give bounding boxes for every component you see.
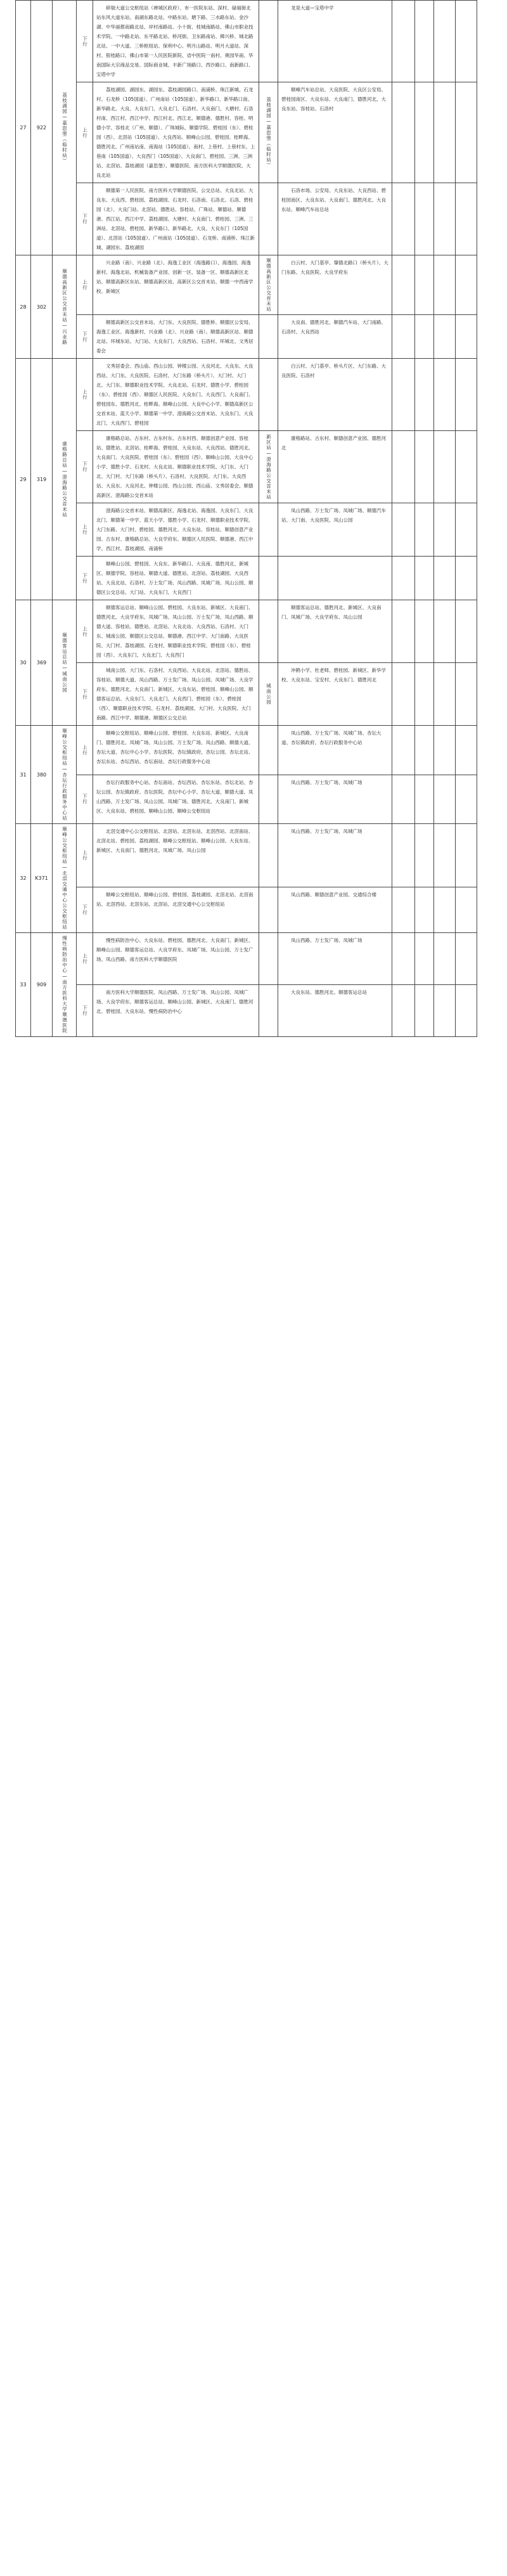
line-number: 922: [31, 1, 53, 255]
hub-label: [259, 600, 278, 663]
empty-cell: [434, 1, 456, 82]
endpoint-text: 大良东站、德胜河北、顺德客运总站: [278, 984, 392, 1036]
line-number: 909: [31, 933, 53, 1037]
empty-cell: [456, 359, 477, 431]
endpoint-text: 凤山西路、顺德创意产业园、交通综合楼: [278, 887, 392, 932]
empty-cell: [392, 775, 415, 824]
stops-text: 南方医科大学顺德医院、凤山西路、万士发广场、凤山公园、凤城广场、大良学府东、顺德客运总站、顺峰山公园、新城区、大良南门、德胜河北、碧桂园、大良东站、慢性病防治中心: [93, 984, 259, 1036]
direction: 下行: [77, 1, 93, 82]
direction: 下行: [77, 431, 93, 503]
empty-cell: [456, 887, 477, 932]
direction: 上行: [77, 933, 93, 985]
endpoint-text: 顺峰汽车站总站、大良医院、大良区公安局、碧桂园南区、大良东站、大良南门、德胜河北、大良东站、容桂站、石洛村: [278, 82, 392, 183]
table-row: [16, 503, 477, 557]
table-row: [16, 824, 477, 887]
empty-cell: [392, 984, 415, 1036]
empty-cell: [456, 775, 477, 824]
empty-cell: [392, 663, 415, 726]
endpoint-text: 凤山西路、万士发广场、凤城广场: [278, 775, 392, 824]
empty-cell: [434, 359, 456, 431]
route-number: 33: [16, 933, 31, 1037]
empty-cell: [415, 933, 434, 985]
route-number: 27: [16, 1, 31, 255]
stops-text: 顺德第一人民医院、南方医科大学顺德医院、公交总站、大良北站、大良东、大良西、碧桂园、荔枝湖园、石龙村、石洛南、石洛北、石洛、碧桂园（北）、大良门站、北滘站、德胜站、容桂站、广珠站、顺德站、顺德港、西江站、西江中学、荔枝湖园、大塘村、大良南门、碧桂园、三洲、三洲站、北滘站、碧桂园、新华路口、新华路北、大良、大良东门（105国道）、北滘站（105国道）、广州南站（105国道）、石龙桥、南浦桥、珠江新城、湖园东、荔枝湖园: [93, 183, 259, 255]
empty-cell: [434, 82, 456, 183]
direction: 上行: [77, 600, 93, 663]
line-name: 顺峰公交枢纽站—北滘交通中心公交枢纽站: [53, 824, 77, 933]
empty-cell: [434, 824, 456, 887]
direction: 上行: [77, 503, 93, 557]
empty-cell: [392, 824, 415, 887]
empty-cell: [434, 726, 456, 775]
empty-cell: [415, 984, 434, 1036]
line-name: 荔枝湖园—嘉思堡（临时站）: [53, 1, 77, 255]
stops-text: 文秀居委会、西山庙、西山公园、钟楼公园、大良河北、大良东、大良西站、大门东、大良医院、石洛村、大门东路（桥头片）、大门村、大门北、大门东、顺德职业技术学院、大良北站、石龙村、德胜小学、碧桂园（东）、碧桂园（西）、顺德区人民医院、大良东门、大良西门、大良南门、碧桂园东、德胜河北、桂畔海、顺峰山公园、大良中心小学、顺德高新区公交首末站、蓝天小学、顺德第一中学、澄海路公交首末站、大良东门、大良北门、大良西门、碧桂园: [93, 359, 259, 431]
stops-text: 康格路总站、古东村、古东村东、古东村西、顺德创意产业园、容桂站、德胜站、北滘站、桂畔海、碧桂园、大良东站、大良西站、德胜河北、大良南门、大良医院、碧桂园（东）、碧桂园（西）、顺峰山公园、大良中心小学、德胜小学、石龙村、大良北站、顺德职业技术学院、大门东、大门北、大门村、大门东路（桥头片）、石洛村、大良医院、大门东、大良西站、大良东、大良河北、钟楼公园、西山公园、西山庙、文秀居委会、顺德高新区、澄海路公交首末站: [93, 431, 259, 503]
hub-label: [259, 503, 278, 557]
empty-cell: [415, 431, 434, 503]
empty-cell: [434, 183, 456, 255]
empty-cell: [456, 1, 477, 82]
table-row: [16, 359, 477, 431]
direction: 上行: [77, 82, 93, 183]
hub-label: [259, 183, 278, 255]
hub-label: [259, 984, 278, 1036]
empty-cell: [392, 359, 415, 431]
line-name: 顺德客运总站—城南公园: [53, 600, 77, 726]
line-name: 慢性病防治中心—南方医科大学顺德医院: [53, 933, 77, 1037]
direction: 下行: [77, 775, 93, 824]
hub-label: [259, 775, 278, 824]
endpoint-text: 白云村、大门基亭、肇德北路口（桥头片）、大门东路、大良医院、大良学府东: [278, 255, 392, 315]
empty-cell: [392, 887, 415, 932]
endpoint-text: 冲鹤小学、杜老师、碧桂园、新城区、新华学校、大良东站、宝安村、大良东门、德胜河北: [278, 663, 392, 726]
endpoint-text: 顺德客运总站、德胜河北、新城区、大良南门、凤城广场、大良学府东、凤山公园: [278, 600, 392, 663]
empty-cell: [415, 663, 434, 726]
table-row: [16, 984, 477, 1036]
direction: 下行: [77, 984, 93, 1036]
stops-text: 顺峰公交枢纽站、顺峰山公园、碧桂园、荔枝湖园、北滘北站、北滘南站、北滘西站、北滘东站、北滘站、北滘交通中心公交枢纽站: [93, 887, 259, 932]
endpoint-text: 凤山西路、万士发广场、凤城广场: [278, 933, 392, 985]
empty-cell: [415, 359, 434, 431]
empty-cell: [392, 933, 415, 985]
hub-label: [259, 1, 278, 82]
stops-text: 兴业路（南）、兴业路（北）、海逸工业区（海逸路口）、海逸园、海逸新村、海逸北站、机械装备产业园、创新一区、装备一区、顺德高新区北站、顺德高新区东站、顺德高新区站、高新区公交首末站、顺德一中西南学校、新城区: [93, 255, 259, 315]
route-number: 31: [16, 726, 31, 824]
line-number: K371: [31, 824, 53, 933]
empty-cell: [415, 824, 434, 887]
direction: 上行: [77, 255, 93, 315]
empty-cell: [456, 984, 477, 1036]
empty-cell: [434, 984, 456, 1036]
hub-label: 新区站—澄海路公交首末站: [259, 431, 278, 503]
empty-cell: [415, 887, 434, 932]
empty-cell: [415, 726, 434, 775]
empty-cell: [415, 503, 434, 557]
route-number: 30: [16, 600, 31, 726]
endpoint-text: 凤山西路、万士发广场、凤城广场: [278, 824, 392, 887]
endpoint-text: 凤山西路、万士发广场、凤城广场、杏坛大道、杏坛镇政府、杏坛行政服务中心站: [278, 726, 392, 775]
table-row: [16, 600, 477, 663]
empty-cell: [415, 1, 434, 82]
stops-text: 碎瑞大道公交枢纽站（禅城区政府）、市一医院东站、深村、碌福街北站东风大道东站、南湖东路北站、中路东站、塘下路、三水路东站、金沙湖、中华丽都南路北站、岸村南路站、小十街、桂城南路站、佛山市职业技术学院、一中路北站、东平路北站、桥河街、卫东路南站、佛兴桥、城北路北站、一中大道、三桥枢纽站、保利中心、明月山路站、明月大道站、深村、银桂路口、佛山市第一人民医院新院、省中医院一南村、奥园华南、华南国际大宗商品交易、国际商业城、丰新广场路口、西沙路口、南新路口、宝塔中学: [93, 1, 259, 82]
empty-cell: [415, 255, 434, 315]
empty-cell: [434, 887, 456, 932]
empty-cell: [415, 183, 434, 255]
line-number: 369: [31, 600, 53, 726]
endpoint-text: 龙泉大道—宝塔中学: [278, 1, 392, 82]
empty-cell: [415, 315, 434, 359]
line-name: 康格路总站—澄海路公交首末站: [53, 359, 77, 600]
hub-label: [259, 933, 278, 985]
empty-cell: [456, 824, 477, 887]
table-row: [16, 775, 477, 824]
empty-cell: [415, 600, 434, 663]
empty-cell: [392, 183, 415, 255]
empty-cell: [456, 726, 477, 775]
hub-label: [259, 557, 278, 600]
empty-cell: [434, 663, 456, 726]
endpoint-text: 白云村、大门基亭、桥头片区、大门东路、大良医院、石洛村: [278, 359, 392, 431]
direction: 上行: [77, 824, 93, 887]
endpoint-text: 康格路站、古东村、顺德创意产业园、德胜河北: [278, 431, 392, 503]
hub-label: [259, 726, 278, 775]
empty-cell: [392, 315, 415, 359]
stops-text: 杏坛行政服务中心站、杏坛南站、杏坛西站、杏坛东站、杏坛北站、杏坛公园、杏坛镇政府、杏坛医院、杏坛中心小学、杏坛大道、顺德大道、凤山西路、万士发广场、凤山公园、凤城广场、德胜河北、大良南门、新城区、大良东站、碧桂园、顺峰山公园、顺峰公交枢纽站: [93, 775, 259, 824]
empty-cell: [456, 183, 477, 255]
table-row: [16, 315, 477, 359]
direction: 下行: [77, 183, 93, 255]
empty-cell: [392, 557, 415, 600]
direction: 下行: [77, 557, 93, 600]
empty-cell: [392, 600, 415, 663]
empty-cell: [456, 82, 477, 183]
stops-text: 顺德客运总站、顺峰山公园、碧桂园、大良东站、新城区、大良南门、德胜河北、大良学府东、凤城广场、凤山公园、万士发广场、凤山西路、顺德大道、容桂站、德胜站、北滘站、大良北站、大良西站、石洛村、大门东、城南公园、顺德区公交总站、顺德港、西江中学、大门南路、大良医院、大门村、荔枝湖园、石龙村、顺德职业技术学院、碧桂园（东）、碧桂园（西）、大良东门、大良北门、大良西门: [93, 600, 259, 663]
table-row: [16, 663, 477, 726]
stops-text: 慢性病防治中心、大良东站、碧桂园、德胜河北、大良南门、新城区、顺峰山公园、顺德客运总站、大良学府东、凤城广场、凤山公园、万士发广场、凤山西路、南方医科大学顺德医院: [93, 933, 259, 985]
stops-text: 顺峰公交枢纽站、顺峰山公园、碧桂园、大良东站、新城区、大良南门、德胜河北、凤城广场、凤山公园、万士发广场、凤山西路、顺德大道、杏坛大道、杏坛中心小学、杏坛医院、杏坛镇政府、杏坛公园、杏坛北站、杏坛东站、杏坛西站、杏坛南站、杏坛行政服务中心站: [93, 726, 259, 775]
direction: 上行: [77, 359, 93, 431]
stops-text: 北滘交通中心公交枢纽站、北滘站、北滘东站、北滘西站、北滘南站、北滘北站、碧桂园、荔枝湖园、顺峰公交枢纽站、顺峰山公园、大良东站、新城区、大良南门、德胜河北、凤城广场、凤山公园: [93, 824, 259, 887]
route-number: 32: [16, 824, 31, 933]
empty-cell: [392, 431, 415, 503]
line-number: 302: [31, 255, 53, 359]
hub-label: [259, 887, 278, 932]
endpoint-text: 石洛市场、公安局、大良东站、大良西站、碧桂园南区、大良东站、大良南门、德胜河北、大良东站、顺峰汽车站总站: [278, 183, 392, 255]
empty-cell: [434, 315, 456, 359]
empty-cell: [415, 82, 434, 183]
stops-text: 顺德高新区公交首末站、大门东、大良医院、德胜桥、顺德区公安局、海逸工业区、海逸新村、兴业路（北）、兴业路（南）、顺德高新区站、顺德北站、环城东站、大门站、大良东门、大良西站、石洛村、环城北、文秀居委会: [93, 315, 259, 359]
empty-cell: [456, 255, 477, 315]
line-number: 380: [31, 726, 53, 824]
empty-cell: [392, 82, 415, 183]
empty-cell: [456, 663, 477, 726]
line-number: 319: [31, 359, 53, 600]
empty-cell: [456, 431, 477, 503]
empty-cell: [434, 431, 456, 503]
line-name: 顺德高新区公交首末站—兴业路: [53, 255, 77, 359]
stops-text: 顺峰山公园、碧桂园、大良东、新华路口、大良南、德胜河北、新城区、顺德学院、容桂站、顺德大道、德胜站、北滘站、荔枝湖园、大良西站、大良北站、石洛村、万士发广场、凤山西路、凤城广场、凤山公园、顺德区公交总站、大门站、大良东门、大良西门: [93, 557, 259, 600]
empty-cell: [456, 503, 477, 557]
empty-cell: [415, 775, 434, 824]
hub-label: 顺德高新区公交首末站: [259, 255, 278, 315]
empty-cell: [434, 600, 456, 663]
empty-cell: [434, 255, 456, 315]
table-row: [16, 726, 477, 775]
direction: 下行: [77, 315, 93, 359]
empty-cell: [456, 557, 477, 600]
hub-label: [259, 824, 278, 887]
endpoint-text: 大良南、德胜河北、顺德汽车站、大门南路、石洛村、大良西站: [278, 315, 392, 359]
table-row: [16, 887, 477, 932]
route-number: 28: [16, 255, 31, 359]
empty-cell: [434, 503, 456, 557]
hub-label: 荔枝湖园—嘉思堡（临时站）: [259, 82, 278, 183]
empty-cell: [456, 600, 477, 663]
table-row: [16, 183, 477, 255]
stops-text: 荔枝湖园、湖园东、湖园东、荔枝湖园路口、南浦桥、珠江新城、石龙村、石龙桥（105国道）、广州南站（105国道）、新华路口、新华路口南、新华路北、大良、大良东门、大良北门、石洛村、大良南门、大塘村、石洛村南、西江村、西江中学、西江村北、西江北、顺德港、德胜村、容桂、明德小学、容桂北（广州、顺德）、广珠城际、顺德学院、碧桂园（东）、碧桂园（西）、北滘站（105国道）、大良西站、顺峰山公园、碧桂园、桂畔海、德胜河北、广州南站南、南海站（105国道）、南村、上巷村、上巷村东、上巷南（105国道）、大良西门（105国道）、大良南门、碧桂园、三洲、三洲站、北滘站、荔枝湖园（嘉思堡）、顺德医院、南方医科大学顺德医院、大良北站: [93, 82, 259, 183]
direction: 上行: [77, 726, 93, 775]
hub-label: [259, 359, 278, 431]
bus-route-table: [15, 0, 477, 1037]
direction: 下行: [77, 887, 93, 932]
empty-cell: [392, 726, 415, 775]
empty-cell: [392, 1, 415, 82]
table-row: [16, 557, 477, 600]
table-row: [16, 82, 477, 183]
endpoint-text: 凤山西路、万士发广场、凤城广场、顺德汽车站、大门南、大良医院、凤山公园: [278, 503, 392, 557]
table-row: [16, 255, 477, 315]
empty-cell: [456, 315, 477, 359]
table-row: [16, 1, 477, 82]
stops-text: 澄海路公交首末站、顺德高新区、海逸北站、海逸园、大良东门、大良北门、顺德第一中学、蓝天小学、德胜小学、石龙村、顺德职业技术学院、大门东路、大门村、碧桂园、德胜河北、大良东站、容桂站、顺德创意产业园、古东村、康格路总站、大良学府东、顺德区人民医院、顺德港、西江中学、西江村、荔枝湖园、南浦桥: [93, 503, 259, 557]
line-name: 顺峰公交枢纽站—杏坛行政服务中心站: [53, 726, 77, 824]
table-row: [16, 933, 477, 985]
empty-cell: [456, 933, 477, 985]
direction: 下行: [77, 663, 93, 726]
empty-cell: [434, 933, 456, 985]
endpoint-text: [278, 557, 392, 600]
empty-cell: [415, 557, 434, 600]
empty-cell: [392, 255, 415, 315]
empty-cell: [434, 775, 456, 824]
route-number: 29: [16, 359, 31, 600]
hub-label: 城南公园: [259, 663, 278, 726]
empty-cell: [434, 557, 456, 600]
table-row: [16, 431, 477, 503]
hub-label: [259, 315, 278, 359]
empty-cell: [392, 503, 415, 557]
stops-text: 城南公园、大门东、石洛村、大良西站、大良北站、北滘站、德胜站、容桂站、顺德大道、凤山西路、万士发广场、凤山公园、凤城广场、大良学府东、德胜河北、大良南门、新城区、大良东站、碧桂园、顺峰山公园、顺德客运总站、大良东门、大良北门、大良西门、碧桂园（东）、碧桂园（西）、顺德职业技术学院、石龙村、荔枝湖园、大门村、大良医院、大门南路、西江中学、顺德港、顺德区公交总站: [93, 663, 259, 726]
